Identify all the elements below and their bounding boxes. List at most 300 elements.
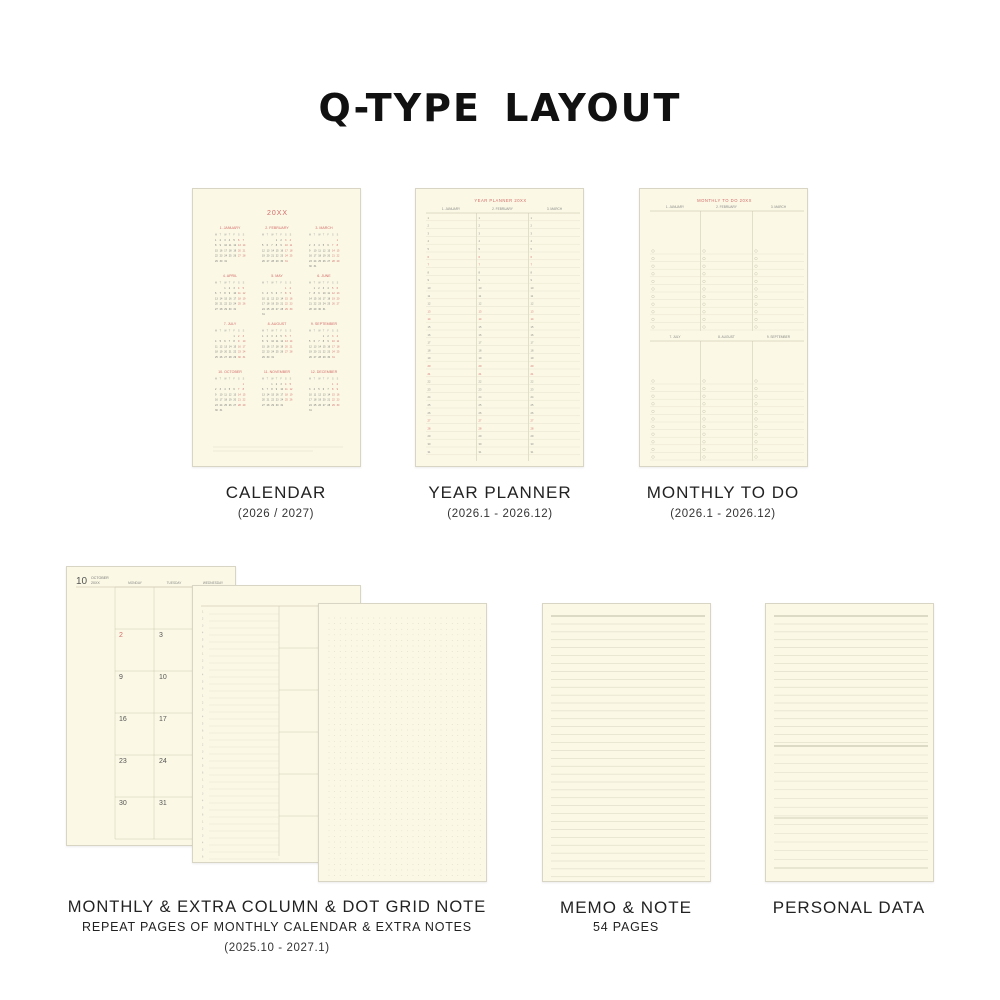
monthly-todo-checkbox bbox=[652, 433, 655, 436]
dot-grid-dot bbox=[463, 730, 464, 731]
dot-grid-dot bbox=[413, 724, 414, 725]
dot-grid-dot bbox=[379, 629, 380, 630]
monthly-todo-checkbox bbox=[703, 380, 706, 383]
dot-grid-dot bbox=[351, 690, 352, 691]
dot-grid-dot bbox=[340, 819, 341, 820]
dot-grid-dot bbox=[329, 662, 330, 663]
dot-grid-dot bbox=[418, 629, 419, 630]
dot-grid-dot bbox=[379, 646, 380, 647]
dot-grid-dot bbox=[362, 746, 363, 747]
dot-grid-dot bbox=[435, 808, 436, 809]
dot-grid-dot bbox=[362, 679, 363, 680]
dot-grid-dot bbox=[396, 707, 397, 708]
dot-grid-dot bbox=[474, 842, 475, 843]
calendar-day: 21 bbox=[242, 249, 246, 253]
calendar-day: 11 bbox=[238, 292, 241, 296]
dot-grid-dot bbox=[441, 657, 442, 658]
dot-grid-dot bbox=[351, 763, 352, 764]
dot-grid-dot bbox=[379, 674, 380, 675]
dot-grid-dot bbox=[385, 735, 386, 736]
dot-grid-dot bbox=[357, 797, 358, 798]
dot-grid-dot bbox=[379, 724, 380, 725]
personal-data-page-art bbox=[766, 604, 934, 882]
dot-grid-dot bbox=[334, 802, 335, 803]
dot-grid-dot bbox=[385, 741, 386, 742]
dot-grid-dot bbox=[418, 718, 419, 719]
dot-grid-dot bbox=[396, 690, 397, 691]
dot-grid-dot bbox=[418, 735, 419, 736]
dot-grid-dot bbox=[469, 836, 470, 837]
calendar-weekday-letter: S bbox=[332, 329, 334, 333]
dot-grid-dot bbox=[373, 830, 374, 831]
monthly-todo-checkbox bbox=[703, 318, 706, 321]
dot-grid-dot bbox=[441, 864, 442, 865]
year-planner-day: 20 bbox=[427, 365, 431, 368]
calendar-weekday-letter: F bbox=[280, 281, 282, 285]
dot-grid-dot bbox=[390, 758, 391, 759]
calendar-weekday-letter: S bbox=[289, 329, 292, 333]
calendar-day: 25 bbox=[289, 254, 293, 258]
dot-grid-dot bbox=[345, 674, 346, 675]
dot-grid-dot bbox=[340, 696, 341, 697]
dot-grid-dot bbox=[396, 646, 397, 647]
dot-grid-dot bbox=[357, 646, 358, 647]
dot-grid-dot bbox=[418, 858, 419, 859]
calendar-day: 19 bbox=[318, 398, 321, 402]
dot-grid-dot bbox=[429, 780, 430, 781]
dot-grid-dot bbox=[480, 797, 481, 798]
monthly-date: 17 bbox=[159, 716, 167, 723]
dot-grid-dot bbox=[390, 853, 391, 854]
dot-grid-dot bbox=[424, 870, 425, 871]
monthly-todo-checkbox bbox=[755, 380, 758, 383]
calendar-day: 23 bbox=[238, 350, 241, 354]
dot-grid-dot bbox=[362, 830, 363, 831]
dot-grid-dot bbox=[329, 858, 330, 859]
dot-grid-dot bbox=[429, 713, 430, 714]
calendar-day: 3 bbox=[285, 239, 287, 242]
calendar-day: 18 bbox=[224, 398, 227, 402]
dot-grid-dot bbox=[373, 842, 374, 843]
dot-grid-dot bbox=[469, 752, 470, 753]
year-planner-day: 9 bbox=[478, 279, 480, 283]
dot-grid-dot bbox=[351, 718, 352, 719]
dot-grid-dot bbox=[373, 825, 374, 826]
calendar-day: 31 bbox=[262, 313, 265, 316]
dot-grid-dot bbox=[452, 741, 453, 742]
dot-grid-dot bbox=[429, 752, 430, 753]
dot-grid-dot bbox=[329, 786, 330, 787]
dot-grid-dot bbox=[362, 875, 363, 876]
dot-grid-dot bbox=[401, 685, 402, 686]
dot-grid-dot bbox=[418, 875, 419, 876]
dot-grid-dot bbox=[351, 797, 352, 798]
calendar-weekday-letter: W bbox=[318, 329, 321, 333]
dot-grid-dot bbox=[368, 786, 369, 787]
calendar-weekday-letter: F bbox=[327, 377, 329, 381]
calendar-day: 8 bbox=[332, 388, 334, 392]
calendar-day: 17 bbox=[322, 297, 326, 301]
extra-column-number: 5 bbox=[202, 638, 204, 642]
dot-grid-dot bbox=[368, 746, 369, 747]
dot-grid-dot bbox=[351, 758, 352, 759]
calendar-day: 10 bbox=[313, 249, 317, 253]
calendar-day: 7 bbox=[266, 388, 268, 392]
calendar-day: 20 bbox=[313, 350, 317, 354]
monthly-month-year: 20XX bbox=[91, 581, 100, 585]
year-planner-day: 9 bbox=[427, 279, 429, 283]
dot-grid-dot bbox=[340, 685, 341, 686]
dot-grid-dot bbox=[357, 724, 358, 725]
dot-grid-dot bbox=[368, 674, 369, 675]
year-planner-day: 28 bbox=[478, 427, 482, 431]
calendar-day: 2 bbox=[289, 287, 291, 290]
calendar-day: 7 bbox=[242, 239, 244, 242]
dot-grid-dot bbox=[474, 746, 475, 747]
calendar-day: 22 bbox=[271, 398, 274, 402]
calendar-day: 21 bbox=[228, 350, 232, 354]
monthly-todo-checkbox bbox=[703, 395, 706, 398]
dot-grid-page-art bbox=[319, 604, 487, 882]
calendar-day: 17 bbox=[332, 345, 335, 349]
dot-grid-dot bbox=[334, 870, 335, 871]
year-planner-day: 25 bbox=[478, 404, 482, 407]
dot-grid-dot bbox=[329, 629, 330, 630]
dot-grid-dot bbox=[373, 791, 374, 792]
dot-grid-dot bbox=[457, 797, 458, 798]
dot-grid-dot bbox=[340, 657, 341, 658]
year-planner-day: 25 bbox=[530, 404, 534, 407]
dot-grid-dot bbox=[441, 668, 442, 669]
dot-grid-dot bbox=[390, 802, 391, 803]
calendar-day: 24 bbox=[313, 259, 317, 263]
dot-grid-dot bbox=[429, 875, 430, 876]
dot-grid-dot bbox=[463, 724, 464, 725]
dot-grid-dot bbox=[480, 707, 481, 708]
calendar-day: 31 bbox=[309, 409, 312, 412]
dot-grid-dot bbox=[463, 814, 464, 815]
year-planner-day: 10 bbox=[530, 287, 534, 290]
dot-grid-dot bbox=[441, 758, 442, 759]
calendar-day: 23 bbox=[228, 302, 232, 306]
dot-grid-dot bbox=[373, 668, 374, 669]
dot-grid-dot bbox=[401, 791, 402, 792]
dot-grid-dot bbox=[480, 657, 481, 658]
year-planner-day: 22 bbox=[530, 380, 534, 384]
dot-grid-dot bbox=[446, 870, 447, 871]
dot-grid-dot bbox=[407, 808, 408, 809]
dot-grid-dot bbox=[446, 864, 447, 865]
dot-grid-dot bbox=[345, 668, 346, 669]
calendar-weekday-letter: M bbox=[262, 377, 264, 381]
dot-grid-dot bbox=[357, 875, 358, 876]
dot-grid-dot bbox=[368, 618, 369, 619]
dot-grid-dot bbox=[418, 814, 419, 815]
calendar-day: 20 bbox=[336, 297, 340, 301]
year-planner-day: 26 bbox=[427, 411, 431, 415]
monthly-todo-checkbox bbox=[755, 395, 758, 398]
dot-grid-dot bbox=[480, 634, 481, 635]
calendar-weekday-letter: F bbox=[280, 377, 282, 381]
dot-grid-dot bbox=[373, 657, 374, 658]
dot-grid-dot bbox=[413, 752, 414, 753]
calendar-day: 13 bbox=[313, 345, 317, 349]
calendar-weekday-letter: S bbox=[336, 377, 339, 381]
calendar-day: 15 bbox=[275, 249, 279, 253]
dot-grid-dot bbox=[351, 674, 352, 675]
dot-grid-dot bbox=[452, 730, 453, 731]
monthly-todo-range: (2026.1 - 2026.12) bbox=[670, 508, 776, 520]
calendar-day: 14 bbox=[238, 393, 241, 397]
calendar-day: 28 bbox=[289, 350, 293, 354]
dot-grid-dot bbox=[457, 674, 458, 675]
calendar-day: 7 bbox=[271, 244, 273, 248]
dot-grid-dot bbox=[463, 662, 464, 663]
calendar-day: 9 bbox=[280, 244, 282, 248]
dot-grid-dot bbox=[407, 836, 408, 837]
calendar-day: 4 bbox=[327, 287, 329, 290]
dot-grid-dot bbox=[340, 842, 341, 843]
monthly-weekday: WEDNESDAY bbox=[202, 581, 224, 585]
dot-grid-dot bbox=[345, 735, 346, 736]
dot-grid-dot bbox=[469, 746, 470, 747]
dot-grid-dot bbox=[390, 662, 391, 663]
dot-grid-dot bbox=[418, 746, 419, 747]
calendar-day: 30 bbox=[280, 259, 284, 263]
dot-grid-dot bbox=[329, 842, 330, 843]
dot-grid-dot bbox=[413, 662, 414, 663]
dot-grid-dot bbox=[357, 668, 358, 669]
dot-grid-dot bbox=[340, 847, 341, 848]
dot-grid-dot bbox=[474, 791, 475, 792]
dot-grid-dot bbox=[480, 847, 481, 848]
dot-grid-dot bbox=[362, 870, 363, 871]
dot-grid-dot bbox=[345, 651, 346, 652]
dot-grid-dot bbox=[418, 791, 419, 792]
dot-grid-dot bbox=[368, 679, 369, 680]
dot-grid-dot bbox=[379, 825, 380, 826]
calendar-day: 12 bbox=[219, 345, 223, 349]
monthly-todo-checkbox bbox=[652, 303, 655, 306]
calendar-day: 23 bbox=[318, 302, 321, 306]
dot-grid-dot bbox=[379, 746, 380, 747]
dot-grid-dot bbox=[340, 774, 341, 775]
calendar-day: 23 bbox=[219, 254, 223, 258]
dot-grid-dot bbox=[474, 713, 475, 714]
dot-grid-dot bbox=[446, 780, 447, 781]
year-planner-day: 31 bbox=[530, 450, 534, 454]
calendar-day: 31 bbox=[271, 355, 274, 359]
year-planner-day: 26 bbox=[530, 411, 534, 415]
dot-grid-dot bbox=[474, 674, 475, 675]
dot-grid-dot bbox=[446, 758, 447, 759]
dot-grid-dot bbox=[334, 830, 335, 831]
monthly-todo-month: 9. SEPTEMBER bbox=[766, 335, 791, 339]
dot-grid-dot bbox=[334, 797, 335, 798]
calendar-day: 2 bbox=[266, 335, 268, 338]
dot-grid-dot bbox=[407, 842, 408, 843]
dot-grid-dot bbox=[396, 825, 397, 826]
dot-grid-dot bbox=[340, 746, 341, 747]
calendar-day: 12 bbox=[309, 345, 312, 349]
dot-grid-dot bbox=[441, 618, 442, 619]
dot-grid-dot bbox=[446, 858, 447, 859]
dot-grid-dot bbox=[446, 668, 447, 669]
calendar-day: 2 bbox=[327, 335, 329, 338]
calendar-day: 19 bbox=[242, 297, 246, 301]
dot-grid-dot bbox=[413, 668, 414, 669]
calendar-weekday-letter: M bbox=[262, 329, 264, 333]
dot-grid-dot bbox=[480, 774, 481, 775]
dot-grid-dot bbox=[469, 618, 470, 619]
dot-grid-dot bbox=[446, 685, 447, 686]
dot-grid-dot bbox=[474, 623, 475, 624]
dot-grid-dot bbox=[379, 696, 380, 697]
monthly-todo-checkbox bbox=[703, 387, 706, 390]
year-planner-day: 18 bbox=[530, 349, 534, 353]
dot-grid-dot bbox=[441, 842, 442, 843]
dot-grid-dot bbox=[390, 847, 391, 848]
dot-grid-dot bbox=[463, 836, 464, 837]
dot-grid-dot bbox=[452, 802, 453, 803]
dot-grid-dot bbox=[340, 629, 341, 630]
dot-grid-dot bbox=[334, 814, 335, 815]
dot-grid-dot bbox=[345, 791, 346, 792]
calendar-day: 18 bbox=[318, 254, 321, 258]
monthly-todo-checkbox bbox=[755, 448, 758, 451]
dot-grid-dot bbox=[435, 830, 436, 831]
year-planner-day: 24 bbox=[427, 396, 431, 400]
dot-grid-dot bbox=[446, 713, 447, 714]
dot-grid-dot bbox=[463, 746, 464, 747]
dot-grid-dot bbox=[329, 623, 330, 624]
dot-grid-dot bbox=[334, 735, 335, 736]
dot-grid-dot bbox=[368, 819, 369, 820]
calendar-day: 26 bbox=[332, 302, 335, 306]
calendar-day: 25 bbox=[285, 398, 288, 402]
dot-grid-dot bbox=[474, 646, 475, 647]
dot-grid-dot bbox=[362, 640, 363, 641]
calendar-day: 25 bbox=[238, 302, 241, 306]
monthly-date: 9 bbox=[119, 674, 123, 681]
dot-grid-dot bbox=[413, 830, 414, 831]
dot-grid-dot bbox=[435, 730, 436, 731]
dot-grid-dot bbox=[446, 696, 447, 697]
dot-grid-dot bbox=[373, 802, 374, 803]
calendar-weekday-letter: F bbox=[327, 329, 329, 333]
dot-grid-dot bbox=[446, 774, 447, 775]
dot-grid-dot bbox=[424, 640, 425, 641]
dot-grid-dot bbox=[401, 679, 402, 680]
dot-grid-dot bbox=[362, 713, 363, 714]
calendar-day: 28 bbox=[228, 355, 232, 359]
calendar-day: 5 bbox=[262, 244, 264, 248]
dot-grid-dot bbox=[379, 662, 380, 663]
dot-grid-dot bbox=[429, 819, 430, 820]
dot-grid-dot bbox=[469, 825, 470, 826]
calendar-day: 30 bbox=[318, 307, 321, 311]
dot-grid-dot bbox=[396, 674, 397, 675]
dot-grid-dot bbox=[390, 786, 391, 787]
dot-grid-dot bbox=[396, 724, 397, 725]
calendar-day: 20 bbox=[327, 254, 331, 258]
calendar-day: 10 bbox=[242, 340, 246, 344]
dot-grid-dot bbox=[351, 657, 352, 658]
year-planner-day: 29 bbox=[478, 435, 482, 439]
dot-grid-dot bbox=[351, 875, 352, 876]
dot-grid-dot bbox=[396, 819, 397, 820]
dot-grid-dot bbox=[435, 646, 436, 647]
dot-grid-dot bbox=[340, 640, 341, 641]
monthly-todo-checkbox bbox=[703, 456, 706, 459]
dot-grid-dot bbox=[351, 618, 352, 619]
year-planner-day: 12 bbox=[427, 302, 431, 306]
dot-grid-dot bbox=[429, 842, 430, 843]
calendar-day: 22 bbox=[336, 254, 340, 258]
monthly-date: 30 bbox=[119, 800, 127, 807]
dot-grid-dot bbox=[345, 623, 346, 624]
calendar-day: 30 bbox=[266, 355, 270, 359]
calendar-day: 5 bbox=[233, 239, 235, 242]
dot-grid-dot bbox=[334, 685, 335, 686]
dot-grid-dot bbox=[446, 674, 447, 675]
dot-grid-dot bbox=[474, 707, 475, 708]
dot-grid-dot bbox=[441, 825, 442, 826]
calendar-day: 25 bbox=[266, 307, 270, 311]
dot-grid-dot bbox=[435, 786, 436, 787]
year-planner-day: 13 bbox=[478, 310, 482, 314]
calendar-day: 19 bbox=[322, 254, 326, 258]
calendar-weekday-letter: W bbox=[271, 281, 274, 285]
dot-grid-dot bbox=[463, 870, 464, 871]
dot-grid-dot bbox=[351, 634, 352, 635]
dot-grid-dot bbox=[452, 679, 453, 680]
year-planner-day: 17 bbox=[478, 341, 482, 345]
dot-grid-dot bbox=[357, 685, 358, 686]
calendar-day: 1 bbox=[313, 287, 315, 290]
dot-grid-dot bbox=[446, 830, 447, 831]
dot-grid-dot bbox=[463, 679, 464, 680]
calendar-day: 26 bbox=[280, 350, 284, 354]
calendar-day: 3 bbox=[322, 287, 325, 290]
dot-grid-dot bbox=[396, 808, 397, 809]
dot-grid-dot bbox=[435, 640, 436, 641]
dot-grid-dot bbox=[379, 875, 380, 876]
dot-grid-dot bbox=[351, 707, 352, 708]
dot-grid-dot bbox=[379, 679, 380, 680]
dot-grid-dot bbox=[401, 657, 402, 658]
dot-grid-dot bbox=[357, 707, 358, 708]
year-planner-day: 19 bbox=[530, 357, 534, 361]
year-planner-day: 3 bbox=[427, 232, 429, 236]
calendar-day: 28 bbox=[271, 259, 274, 263]
dot-grid-dot bbox=[463, 623, 464, 624]
calendar-day: 18 bbox=[285, 393, 288, 397]
dot-grid-dot bbox=[390, 864, 391, 865]
dot-grid-dot bbox=[407, 847, 408, 848]
monthly-todo-checkbox bbox=[652, 257, 655, 260]
calendar-day: 14 bbox=[280, 297, 284, 301]
dot-grid-dot bbox=[441, 746, 442, 747]
dot-grid-dot bbox=[418, 758, 419, 759]
dot-grid-dot bbox=[413, 707, 414, 708]
calendar-day: 5 bbox=[322, 244, 325, 248]
dot-grid-dot bbox=[418, 702, 419, 703]
dot-grid-dot bbox=[441, 830, 442, 831]
calendar-day: 21 bbox=[271, 254, 274, 258]
calendar-day: 17 bbox=[285, 249, 288, 253]
dot-grid-dot bbox=[424, 741, 425, 742]
